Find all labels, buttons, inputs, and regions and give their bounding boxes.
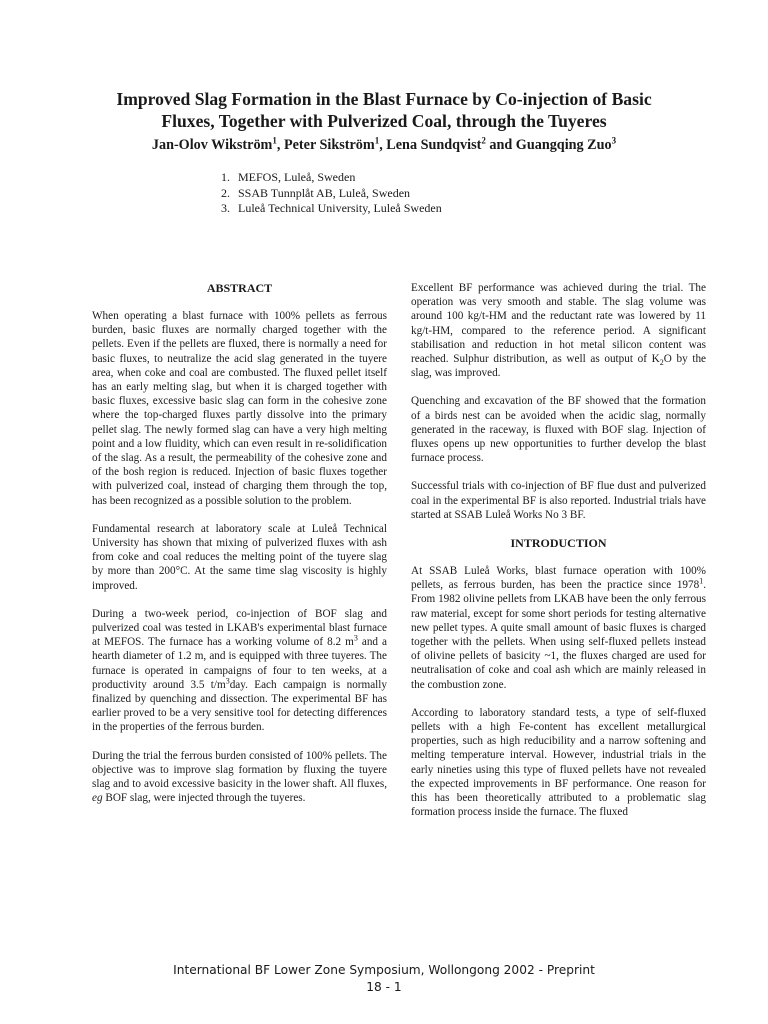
author-affiliation-mark: 3 <box>611 135 617 146</box>
author-affiliation-mark: 1 <box>374 135 380 146</box>
left-column <box>92 281 387 820</box>
right-column <box>411 281 706 834</box>
affiliation-number: 1. <box>221 170 230 184</box>
paper-title: Improved Slag Formation in the Blast Furnace by Co-injection of Basic Fluxes, Together with Pulverized Coal, through the Tuyeres <box>116 89 652 131</box>
author-name: Jan-Olov Wikström <box>151 137 273 153</box>
affiliation-list <box>210 170 570 217</box>
affiliation-number: 2. <box>221 185 230 200</box>
abstract-paragraph <box>92 749 387 806</box>
page-footer <box>90 962 678 996</box>
superscript: 3 <box>225 676 230 686</box>
author-name: Guangqing Zuo <box>515 137 612 153</box>
abstract-paragraph: When operating a blast furnace with 100% pellets as ferrous burden, basic fluxes are normally charged together with the pellets. Even if the pellets are fluxed, there is normally a need for basic fluxes, to neutralize the acid slag generated in the tuyere area, when coke and coal are combusted. The fluxed pellet itself has an early melting slag, but when it is charged together with basic fluxes, excessive basic slag can form in the cohesive zone where the top-charged fluxes partly dissolve into the primary pellet slag. The newly formed slag can have a very high melting point and a low fluidity, which can even result in re-solidification of the slag. As a result, the permeability of the cohesive zone and of the bosh region is reduced. Injection of basic fluxes together with pulverized coal, instead of charging them through the top, has been recognized as a possible solution to the problem. <box>92 310 387 507</box>
author-name: Lena Sundqvist <box>386 137 482 153</box>
superscript: 1 <box>699 576 704 586</box>
text-run: During the trial the ferrous burden consisted of 100% pellets. The objective was to improve slag formation by fluxing the tuyere slag and to avoid excessive basicity in the lower shaft. All fluxes, <box>92 749 387 791</box>
text-run: O by the slag, was improved. <box>411 353 707 380</box>
text-run: At SSAB Luleå Works, blast furnace operation with 100% pellets, as ferrous burden, has been the practice since 1978 <box>411 565 706 592</box>
introduction-paragraph <box>411 564 706 692</box>
affiliation-item <box>210 201 570 217</box>
affiliation-text: MEFOS, Luleå, Sweden <box>238 170 356 184</box>
superscript: 3 <box>353 633 358 643</box>
author-affiliation-mark: 1 <box>272 135 277 146</box>
affiliation-text: SSAB Tunnplåt AB, Luleå, Sweden <box>238 185 411 200</box>
author-affiliation-mark: 2 <box>481 135 486 146</box>
abstract-paragraph: Quenching and excavation of the BF showed that the formation of a birds nest can be avoided when the acidic slag, normally generated in the raceway, is fluxed with BOF slag. Injection of fluxes opens up new opportunities to further develop the blast furnace process. <box>411 395 706 465</box>
abstract-heading: ABSTRACT <box>206 281 273 295</box>
abstract-paragraph <box>411 281 706 380</box>
text-run: day. Each campaign is normally finalized by quenching and dissection. The experimental BF has earlier proved to be a very sensitive tool for detecting differences in the properties of the ferrous burden. <box>92 678 387 734</box>
affiliation-item <box>210 186 570 202</box>
text-run: . From 1982 olivine pellets from LKAB have been the only ferrous raw material, except for some short periods for testing alternative new pellet types. A quite small amount of basic fluxes is charged together with the pellets. When using self-fluxed pellets instead of olivine pellets of basicity ~1, the fluxes charged are used for neutralisation of coke and coal ash which are mainly released in the combustion zone. <box>411 579 706 691</box>
introduction-heading: INTRODUCTION <box>510 536 607 551</box>
text-run: and a hearth diameter of 1.2 m, and is equipped with three tuyeres. The furnace is operated in campaigns of four to ten weeks, at a productivity around 3.5 t/m <box>92 636 387 691</box>
text-run: During a two-week period, co-injection of BOF slag and pulverized coal was tested in LKAB's experimental blast furnace at MEFOS. The furnace has a working volume of 8.2 m <box>92 607 387 649</box>
author-separator: , <box>276 137 284 153</box>
page-number: 18 - 1 <box>366 980 402 994</box>
author-separator: and <box>485 137 516 153</box>
abstract-paragraph: Successful trials with co-injection of BF flue dust and pulverized coal in the experimental BF is also reported. Industrial trials have started at SSAB Luleå Works No 3 BF. <box>411 480 706 521</box>
affiliation-item <box>210 170 570 186</box>
affiliation-text: Luleå Technical University, Luleå Sweden <box>238 201 442 215</box>
author-separator: , <box>379 137 387 153</box>
text-run: BOF slag, were injected through the tuyeres. <box>102 792 306 805</box>
introduction-paragraph: According to laboratory standard tests, a type of self-fluxed pellets with a high Fe-content has excellent metallurgical properties, such as high reducibility and a narrow softening and melting temperature interval. However, industrial trials in the early nineties using this type of fluxed pellets have not revealed the expected improvements in BF performance. One reason for this has been theoretically attributed to a problematic slag formation process inside the furnace. The fluxed <box>411 706 706 819</box>
abstract-paragraph: Fundamental research at laboratory scale at Luleå Technical University has shown that mixing of pulverized fluxes with ash from coke and coal reduces the melting point of the tuyere slag by more than 200°C. At the same time slag viscosity is highly improved. <box>92 522 387 592</box>
affiliation-number: 3. <box>221 201 230 215</box>
text-run: Excellent BF performance was achieved during the trial. The operation was very smooth and stable. The slag volume was around 100 kg/t-HM and the reductant rate was lowered by 11 kg/t-HM, compared to the reference period. A significant stabilisation and reduction in hot metal silicon content was reached. Sulphur distribution, as well as output of K <box>411 282 706 366</box>
footer-conference: International BF Lower Zone Symposium, Wollongong 2002 - Preprint <box>173 963 595 977</box>
subscript: 2 <box>659 358 664 368</box>
author-list <box>90 136 678 154</box>
author-name: Peter Sikström <box>283 137 375 153</box>
italic-text: eg <box>92 792 103 805</box>
abstract-paragraph <box>92 607 387 735</box>
